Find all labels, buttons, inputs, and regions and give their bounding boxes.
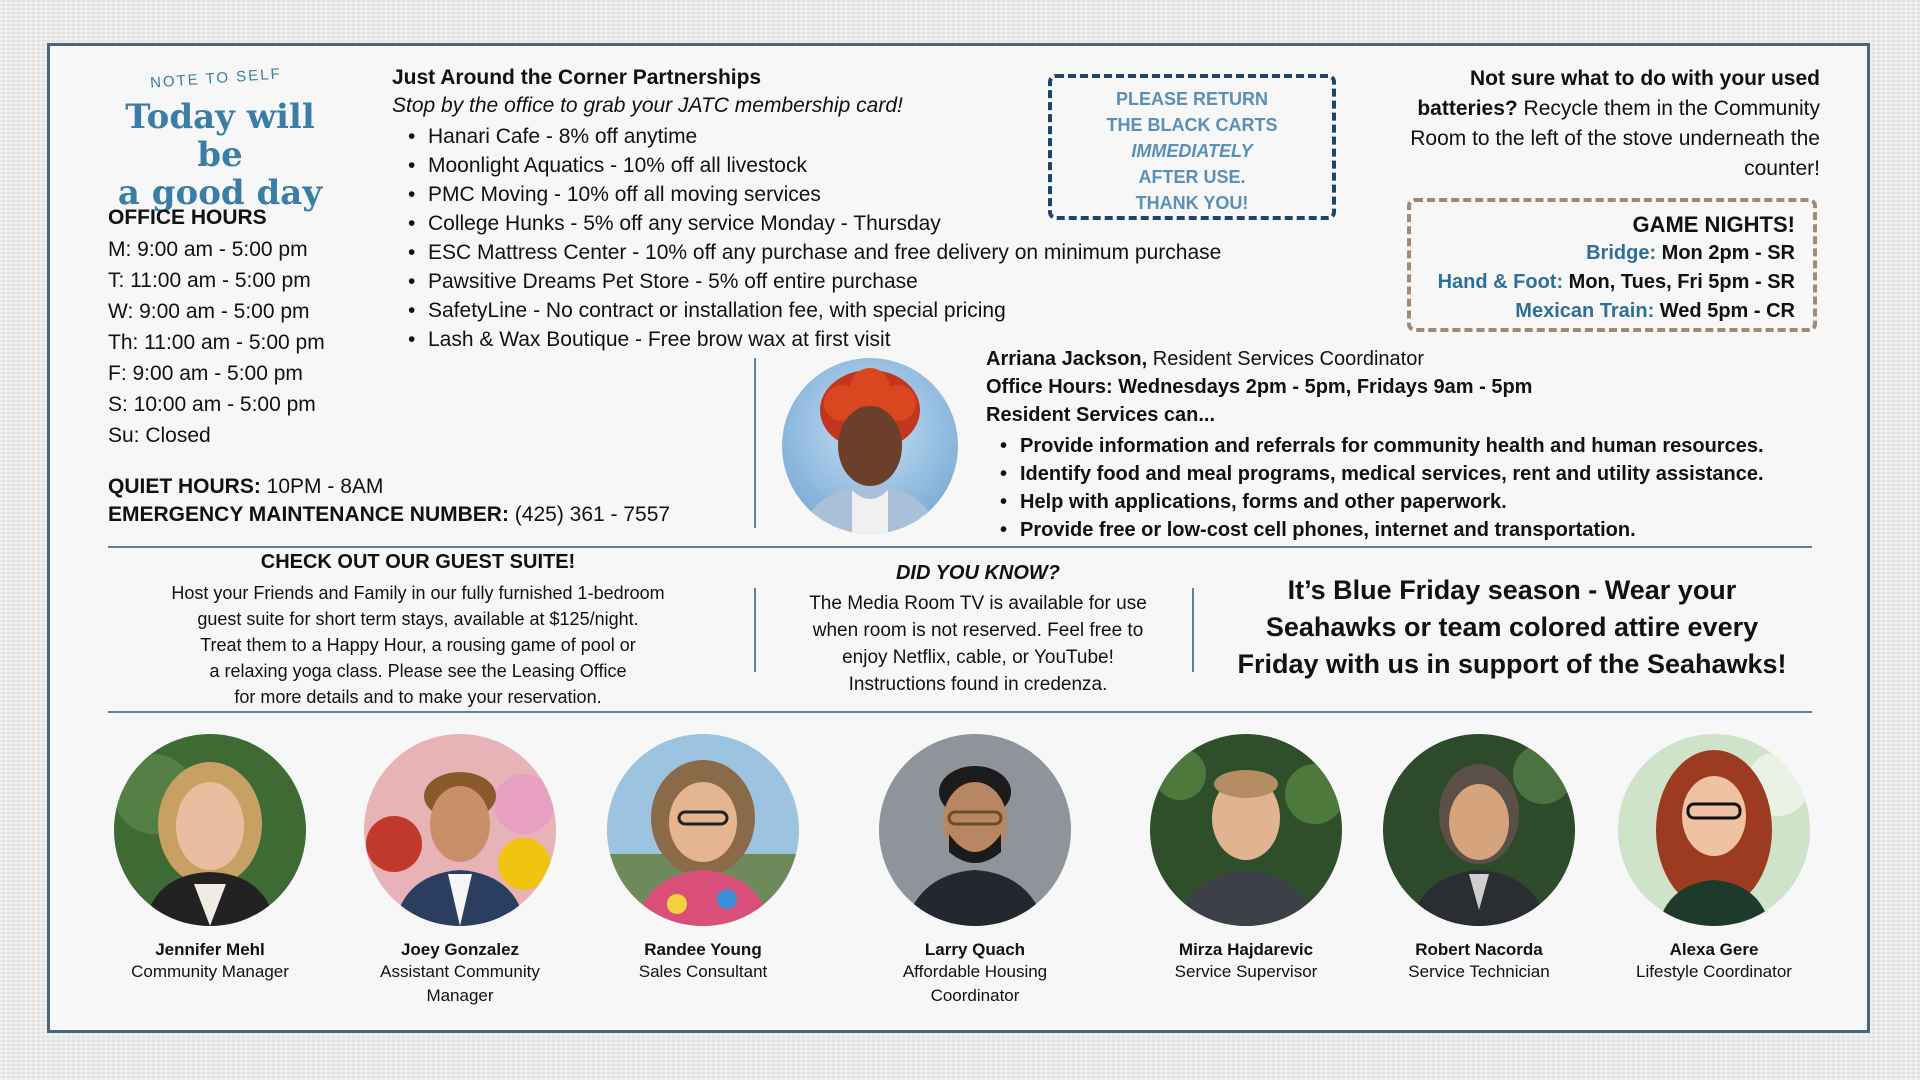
partnership-item: • ESC Mattress Center - 10% off any purchase and free delivery on minimum purchase — [392, 238, 1221, 267]
note-to-self-message — [105, 98, 335, 212]
staff-name: Jennifer Mehl — [155, 940, 265, 959]
office-hours-title: OFFICE HOURS — [108, 206, 267, 229]
blue-friday-line: Friday with us in support of the Seahawks! — [1237, 649, 1787, 679]
quiet-hours — [108, 475, 383, 499]
did-you-know-line: Instructions found in credenza. — [848, 674, 1108, 695]
blue-friday-line: Seahawks or team colored attire every — [1265, 612, 1759, 642]
coordinator-photo — [782, 358, 958, 534]
staff-role: Coordinator — [930, 986, 1020, 1005]
game-row — [1411, 239, 1795, 268]
game-row — [1411, 268, 1795, 297]
blue-friday-line: It’s Blue Friday season - Wear your — [1287, 575, 1737, 605]
service-item: • Help with applications, forms and other paperwork. — [986, 488, 1764, 516]
guest-suite-line: Host your Friends and Family in our fully furnished 1-bedroom — [171, 583, 665, 603]
service-item: • Identify food and meal programs, medical services, rent and utility assistance. — [986, 460, 1764, 488]
hours-row: T: 11:00 am - 5:00 pm — [108, 269, 311, 292]
divider-horizontal — [108, 546, 1812, 548]
guest-suite-line: for more details and to make your reservation. — [234, 687, 602, 707]
emergency-phone: (425) 361 - 7557 — [508, 503, 671, 526]
staff-photo — [607, 734, 799, 926]
did-you-know-text — [768, 590, 1188, 698]
staff-card — [1574, 940, 1854, 984]
partnership-item: • Moonlight Aquatics - 10% off all livestock — [392, 151, 1221, 180]
partnership-item: • SafetyLine - No contract or installation fee, with special pricing — [392, 296, 1221, 325]
staff-role: Manager — [426, 986, 494, 1005]
coordinator-name-line — [986, 348, 1424, 371]
partnership-item: • Hanari Cafe - 8% off anytime — [392, 122, 1221, 151]
staff-photo — [879, 734, 1071, 926]
hours-row: F: 9:00 am - 5:00 pm — [108, 362, 303, 385]
divider-horizontal — [108, 711, 1812, 713]
partnership-item: • Pawsitive Dreams Pet Store - 5% off entire purchase — [392, 267, 1221, 296]
hours-row: W: 9:00 am - 5:00 pm — [108, 300, 310, 323]
hours-row: M: 9:00 am - 5:00 pm — [108, 238, 308, 261]
hours-row: S: 10:00 am - 5:00 pm — [108, 393, 316, 416]
carts-line: THANK YOU! — [1135, 193, 1249, 213]
did-you-know-line: when room is not reserved. Feel free to — [812, 620, 1144, 641]
divider-vertical — [754, 588, 756, 672]
resident-services-heading: Resident Services can... — [986, 404, 1216, 426]
carts-line: AFTER USE. — [1138, 167, 1246, 187]
did-you-know-title: DID YOU KNOW? — [895, 562, 1061, 584]
staff-photo — [1383, 734, 1575, 926]
divider-vertical — [754, 358, 756, 528]
staff-photo — [1618, 734, 1810, 926]
hours-row: Su: Closed — [108, 424, 211, 447]
staff-card — [563, 940, 843, 984]
staff-name: Robert Nacorda — [1415, 940, 1543, 959]
return-carts-notice — [1048, 74, 1336, 220]
staff-role: Affordable Housing — [902, 962, 1048, 981]
emergency-label: EMERGENCY MAINTENANCE NUMBER: — [108, 503, 509, 526]
staff-photo — [364, 734, 556, 926]
carts-line: PLEASE RETURN — [1115, 89, 1268, 109]
staff-card — [835, 940, 1115, 1008]
staff-photo — [114, 734, 306, 926]
coordinator-office-hours: Office Hours: Wednesdays 2pm - 5pm, Fridays 9am - 5pm — [986, 376, 1533, 398]
carts-line-emphasis: IMMEDIATELY — [1131, 141, 1253, 161]
battery-instructions: Recycle them in the Community Room to the left of the stove underneath the counter! — [1410, 97, 1820, 180]
service-item: • Provide free or low-cost cell phones, internet and transportation. — [986, 516, 1764, 544]
office-hours-list — [108, 234, 325, 451]
staff-name: Randee Young — [644, 940, 762, 959]
blue-friday-message — [1202, 572, 1822, 683]
staff-name: Alexa Gere — [1669, 940, 1759, 959]
game-label: Mexican Train: — [1515, 300, 1655, 322]
resident-services-list — [986, 432, 1764, 544]
quiet-hours-value: 10PM - 8AM — [260, 475, 384, 498]
game-schedule: Mon, Tues, Fri 5pm - SR — [1563, 271, 1795, 293]
guest-suite-text — [108, 580, 728, 710]
coordinator-title: Resident Services Coordinator — [1147, 348, 1424, 370]
did-you-know-line: The Media Room TV is available for use — [809, 593, 1147, 614]
staff-name: Larry Quach — [924, 940, 1026, 959]
battery-recycling-notice — [1380, 64, 1820, 184]
game-nights-box — [1407, 198, 1817, 332]
game-label: Hand & Foot: — [1437, 271, 1564, 293]
staff-name: Joey Gonzalez — [400, 940, 520, 959]
divider-vertical — [1192, 588, 1194, 672]
did-you-know-line: enjoy Netflix, cable, or YouTube! — [842, 647, 1114, 668]
partnership-item: • Lash & Wax Boutique - Free brow wax at first visit — [392, 325, 1221, 354]
guest-suite-line: a relaxing yoga class. Please see the Leasing Office — [209, 661, 627, 681]
guest-suite-title: CHECK OUT OUR GUEST SUITE! — [260, 551, 576, 573]
note-line-2: a good day — [117, 173, 323, 213]
game-label: Bridge: — [1586, 242, 1657, 264]
staff-photo — [1150, 734, 1342, 926]
coordinator-name: Arriana Jackson, — [986, 348, 1148, 370]
staff-role: Service Supervisor — [1174, 962, 1318, 981]
note-to-self-label: NOTE TO SELF — [149, 65, 283, 92]
staff-role: Community Manager — [131, 962, 289, 981]
staff-name: Mirza Hajdarevic — [1178, 940, 1314, 959]
guest-suite-line: guest suite for short term stays, available at $125/night. — [197, 609, 639, 629]
staff-role: Lifestyle Coordinator — [1636, 962, 1792, 981]
game-schedule: Mon 2pm - SR — [1656, 242, 1795, 264]
staff-role: Service Technician — [1408, 962, 1550, 981]
game-row — [1411, 297, 1795, 326]
hours-row: Th: 11:00 am - 5:00 pm — [108, 331, 325, 354]
emergency-number — [108, 503, 670, 527]
staff-card — [320, 940, 600, 1008]
partnership-item: • PMC Moving - 10% off all moving services — [392, 180, 1221, 209]
partnerships-title: Just Around the Corner Partnerships — [392, 66, 762, 89]
note-line-1: Today will be — [125, 97, 315, 175]
quiet-hours-label: QUIET HOURS: — [108, 475, 261, 498]
service-item: • Provide information and referrals for community health and human resources. — [986, 432, 1764, 460]
game-nights-title: GAME NIGHTS! — [1632, 212, 1795, 237]
carts-line: THE BLACK CARTS — [1106, 115, 1278, 135]
partnership-item: • College Hunks - 5% off any service Monday - Thursday — [392, 209, 1221, 238]
partnerships-subtitle: Stop by the office to grab your JATC membership card! — [392, 94, 903, 117]
staff-card — [70, 940, 350, 984]
game-schedule: Wed 5pm - CR — [1654, 300, 1795, 322]
staff-role: Sales Consultant — [638, 962, 768, 981]
staff-role: Assistant Community — [380, 962, 540, 981]
battery-question: Not sure what to do with your used batteries? — [1417, 67, 1820, 120]
guest-suite-line: Treat them to a Happy Hour, a rousing game of pool or — [200, 635, 636, 655]
